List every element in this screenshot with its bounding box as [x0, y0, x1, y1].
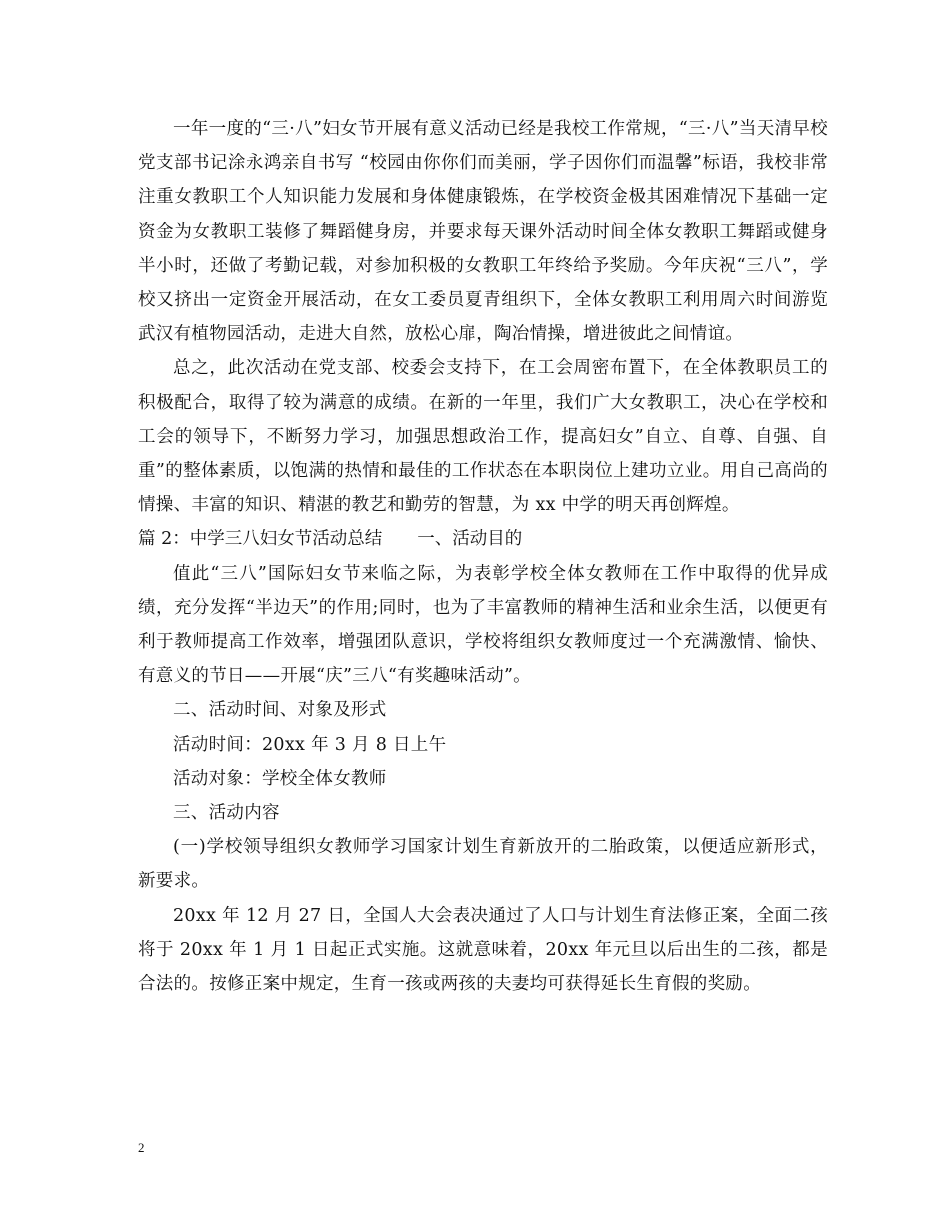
subheading-activity-content: 三、活动内容: [173, 803, 280, 824]
section-heading: 篇 2：中学三八妇女节活动总结 一、活动目的: [138, 529, 523, 550]
document-body: [138, 112, 828, 1001]
activity-time-line: 活动时间：20xx 年 3 月 8 日上午: [173, 734, 447, 755]
subheading-time-target-form: 二、活动时间、对象及形式: [173, 700, 387, 721]
activity-target-line: 活动对象：学校全体女教师: [173, 768, 387, 789]
paragraph-policy-study: (一)学校领导组织女教师学习国家计划生育新放开的二胎政策，以便适应新形式，新要求。: [138, 837, 828, 892]
paragraph-summary: 总之，此次活动在党支部、校委会支持下，在工会周密布置下，在全体教职员工的积极配合，取得了较为满意的成绩。在新的一年里，我们广大女教职工，决心在学校和工会的领导下，不断努力学习，加强思想政治工作，提高妇女”自立、自尊、自强、自重”的整体素质，以饱满的热情和最佳的工作状态在本职岗位上建功立业。用自己高尚的情操、丰富的知识、精湛的教艺和勤劳的智慧，为 xx 中学的明天再创辉煌。: [138, 358, 828, 516]
paragraph-womens-day-activities: 一年一度的“三·八”妇女节开展有意义活动已经是我校工作常规，“三·八”当天清早校党支部书记涂永鸿亲自书写 “校园由你你们而美丽，学子因你们而温馨”标语，我校非常注重女教职工个人知识能力发展和身体健康锻炼，在学校资金极其困难情况下基础一定资金为女教职工装修了舞蹈健身房，并要求每天课外活动时间全体女教职工舞蹈或健身半小时，还做了考勤记载，对参加积极的女教职工年终给予奖励。今年庆祝“三八”，学校又挤出一定资金开展活动，在女工委员夏青组织下，全体女教职工利用周六时间游览武汉有植物园活动，走进大自然，放松心扉，陶冶情操，增进彼此之间情谊。: [138, 119, 828, 345]
paragraph-purpose: 值此“三八”国际妇女节来临之际，为表彰学校全体女教师在工作中取得的优异成绩，充分发挥“半边天”的作用;同时，也为了丰富教师的精神生活和业余生活，以便更有利于教师提高工作效率，增强团队意识，学校将组织女教师度过一个充满激情、愉快、有意义的节日——开展“庆”三八“有奖趣味活动”。: [138, 563, 828, 687]
page-number: 2: [138, 1140, 145, 1155]
paragraph-two-child-policy: 20xx 年 12 月 27 日，全国人大会表决通过了人口与计划生育法修正案，全面二孩将于 20xx 年 1 月 1 日起正式实施。这就意味着，20xx 年元旦以后出生的二孩，都是合法的。按修正案中规定，生育一孩或两孩的夫妻均可获得延长生育假的奖励。: [138, 905, 828, 995]
